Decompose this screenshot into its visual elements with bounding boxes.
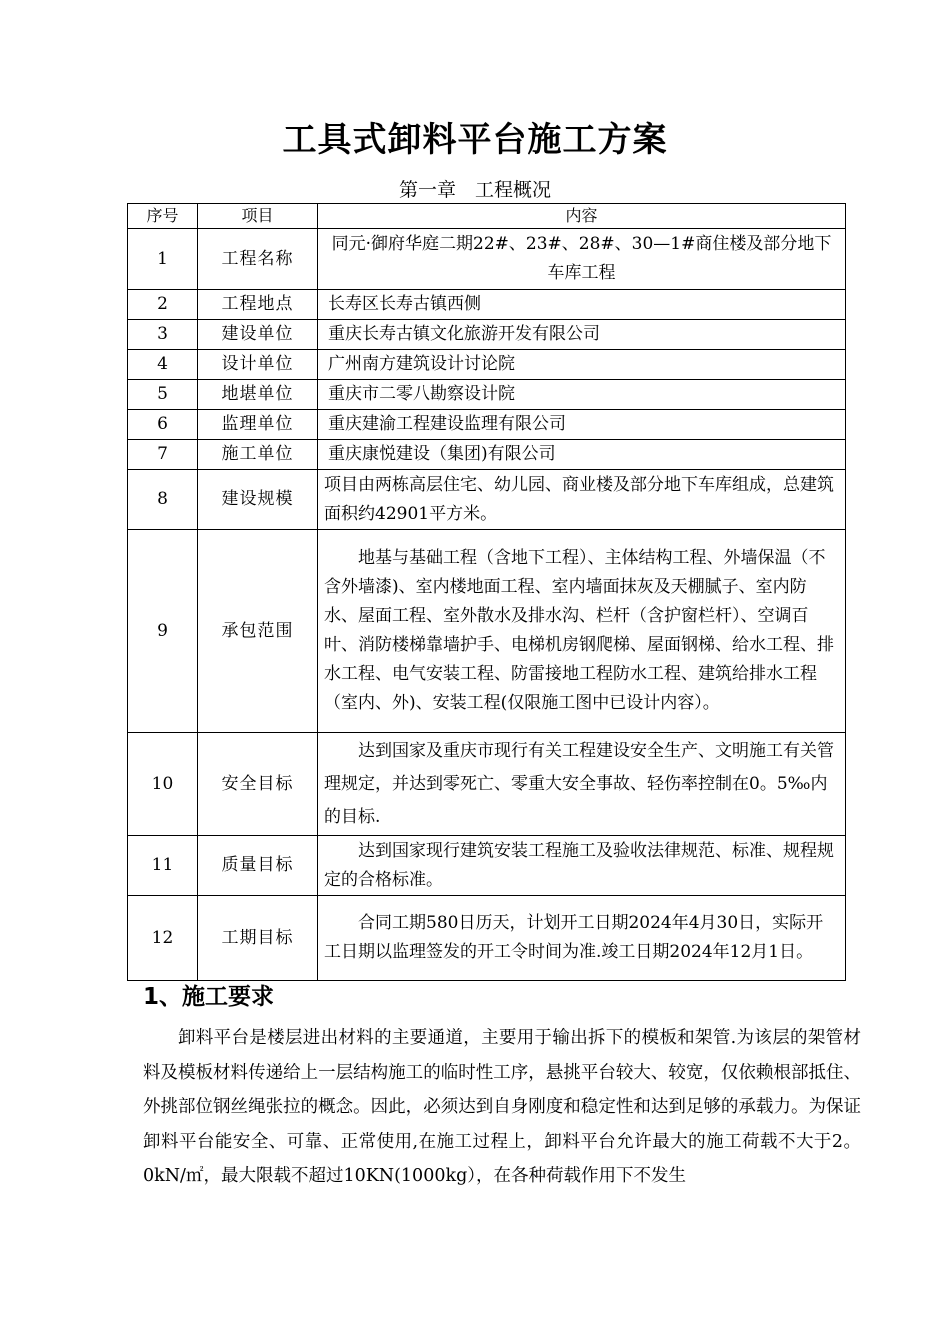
project-overview-table xyxy=(127,203,846,981)
table-row xyxy=(128,896,846,981)
row-content: 达到国家及重庆市现行有关工程建设安全生产、文明施工有关管理规定，并达到零死亡、零重大安全事故、轻伤率控制在0。5‰内的目标. xyxy=(318,733,846,836)
row-item: 工期目标 xyxy=(198,896,318,981)
row-item: 工程名称 xyxy=(198,229,318,290)
header-item: 项目 xyxy=(198,204,318,229)
row-item: 设计单位 xyxy=(198,350,318,380)
row-no: 2 xyxy=(128,290,198,320)
table-row xyxy=(128,836,846,896)
row-item: 承包范围 xyxy=(198,530,318,733)
row-item: 安全目标 xyxy=(198,733,318,836)
header-content: 内容 xyxy=(318,204,846,229)
row-no: 3 xyxy=(128,320,198,350)
row-no: 6 xyxy=(128,410,198,440)
table-row xyxy=(128,380,846,410)
row-item: 建设规模 xyxy=(198,470,318,530)
table-row xyxy=(128,410,846,440)
row-item: 监理单位 xyxy=(198,410,318,440)
row-content: 长寿区长寿古镇西侧 xyxy=(318,290,846,320)
table-header-row xyxy=(128,204,846,229)
row-item: 施工单位 xyxy=(198,440,318,470)
body-paragraph: 卸料平台是楼层进出材料的主要通道，主要用于输出拆下的模板和架管.为该层的架管材料及模板材料传递给上一层结构施工的临时性工序，悬挑平台较大、较宽，仅依赖根部抵住、外挑部位钢丝绳张拉的概念。因此，必须达到自身刚度和稳定性和达到足够的承载力。为保证卸料平台能安全、可靠、正常使用,在施工过程上，卸料平台允许最大的施工荷载不大于2。0kN/㎡，最大限载不超过10KN(1000kg），在各种荷载作用下不发生 xyxy=(143,1028,861,1186)
header-no: 序号 xyxy=(128,204,198,229)
document-title: 工具式卸料平台施工方案 xyxy=(282,120,668,160)
table-row xyxy=(128,290,846,320)
row-item: 地堪单位 xyxy=(198,380,318,410)
row-no: 7 xyxy=(128,440,198,470)
table-row xyxy=(128,350,846,380)
row-content: 重庆市二零八勘察设计院 xyxy=(318,380,846,410)
table-row xyxy=(128,733,846,836)
table-row xyxy=(128,440,846,470)
row-content: 达到国家现行建筑安装工程施工及验收法律规范、标准、规程规定的合格标准。 xyxy=(318,836,846,896)
chapter-heading: 第一章 工程概况 xyxy=(398,179,551,201)
row-content: 项目由两栋高层住宅、幼儿园、商业楼及部分地下车库组成，总建筑面积约42901平方米。 xyxy=(318,470,846,530)
row-no: 11 xyxy=(128,836,198,896)
table-row xyxy=(128,530,846,733)
row-content: 广州南方建筑设计讨论院 xyxy=(318,350,846,380)
row-content: 合同工期580日历天，计划开工日期2024年4月30日，实际开工日期以监理签发的开工令时间为准.竣工日期2024年12月1日。 xyxy=(318,896,846,981)
row-content: 同元·御府华庭二期22#、23#、28#、30—1#商住楼及部分地下车库工程 xyxy=(318,229,846,290)
row-no: 4 xyxy=(128,350,198,380)
row-content: 重庆康悦建设（集团)有限公司 xyxy=(318,440,846,470)
row-no: 12 xyxy=(128,896,198,981)
row-item: 工程地点 xyxy=(198,290,318,320)
row-no: 5 xyxy=(128,380,198,410)
row-no: 1 xyxy=(128,229,198,290)
table-row xyxy=(128,470,846,530)
row-content: 重庆建渝工程建设监理有限公司 xyxy=(318,410,846,440)
row-item: 质量目标 xyxy=(198,836,318,896)
table-row xyxy=(128,229,846,290)
row-item: 建设单位 xyxy=(198,320,318,350)
row-no: 9 xyxy=(128,530,198,733)
row-content: 地基与基础工程（含地下工程）、主体结构工程、外墙保温（不含外墙漆)、室内楼地面工程、室内墙面抹灰及天棚腻子、室内防水、屋面工程、室外散水及排水沟、栏杆（含护窗栏杆）、空调百叶、消防楼梯靠墙护手、电梯机房钢爬梯、屋面钢梯、给水工程、排水工程、电气安装工程、防雷接地工程防水工程、建筑给排水工程（室内、外)、安装工程(仅限施工图中已设计内容）。 xyxy=(318,530,846,733)
row-content: 重庆长寿古镇文化旅游开发有限公司 xyxy=(318,320,846,350)
section-heading: 1、施工要求 xyxy=(143,984,275,1010)
row-no: 8 xyxy=(128,470,198,530)
row-no: 10 xyxy=(128,733,198,836)
table-row xyxy=(128,320,846,350)
